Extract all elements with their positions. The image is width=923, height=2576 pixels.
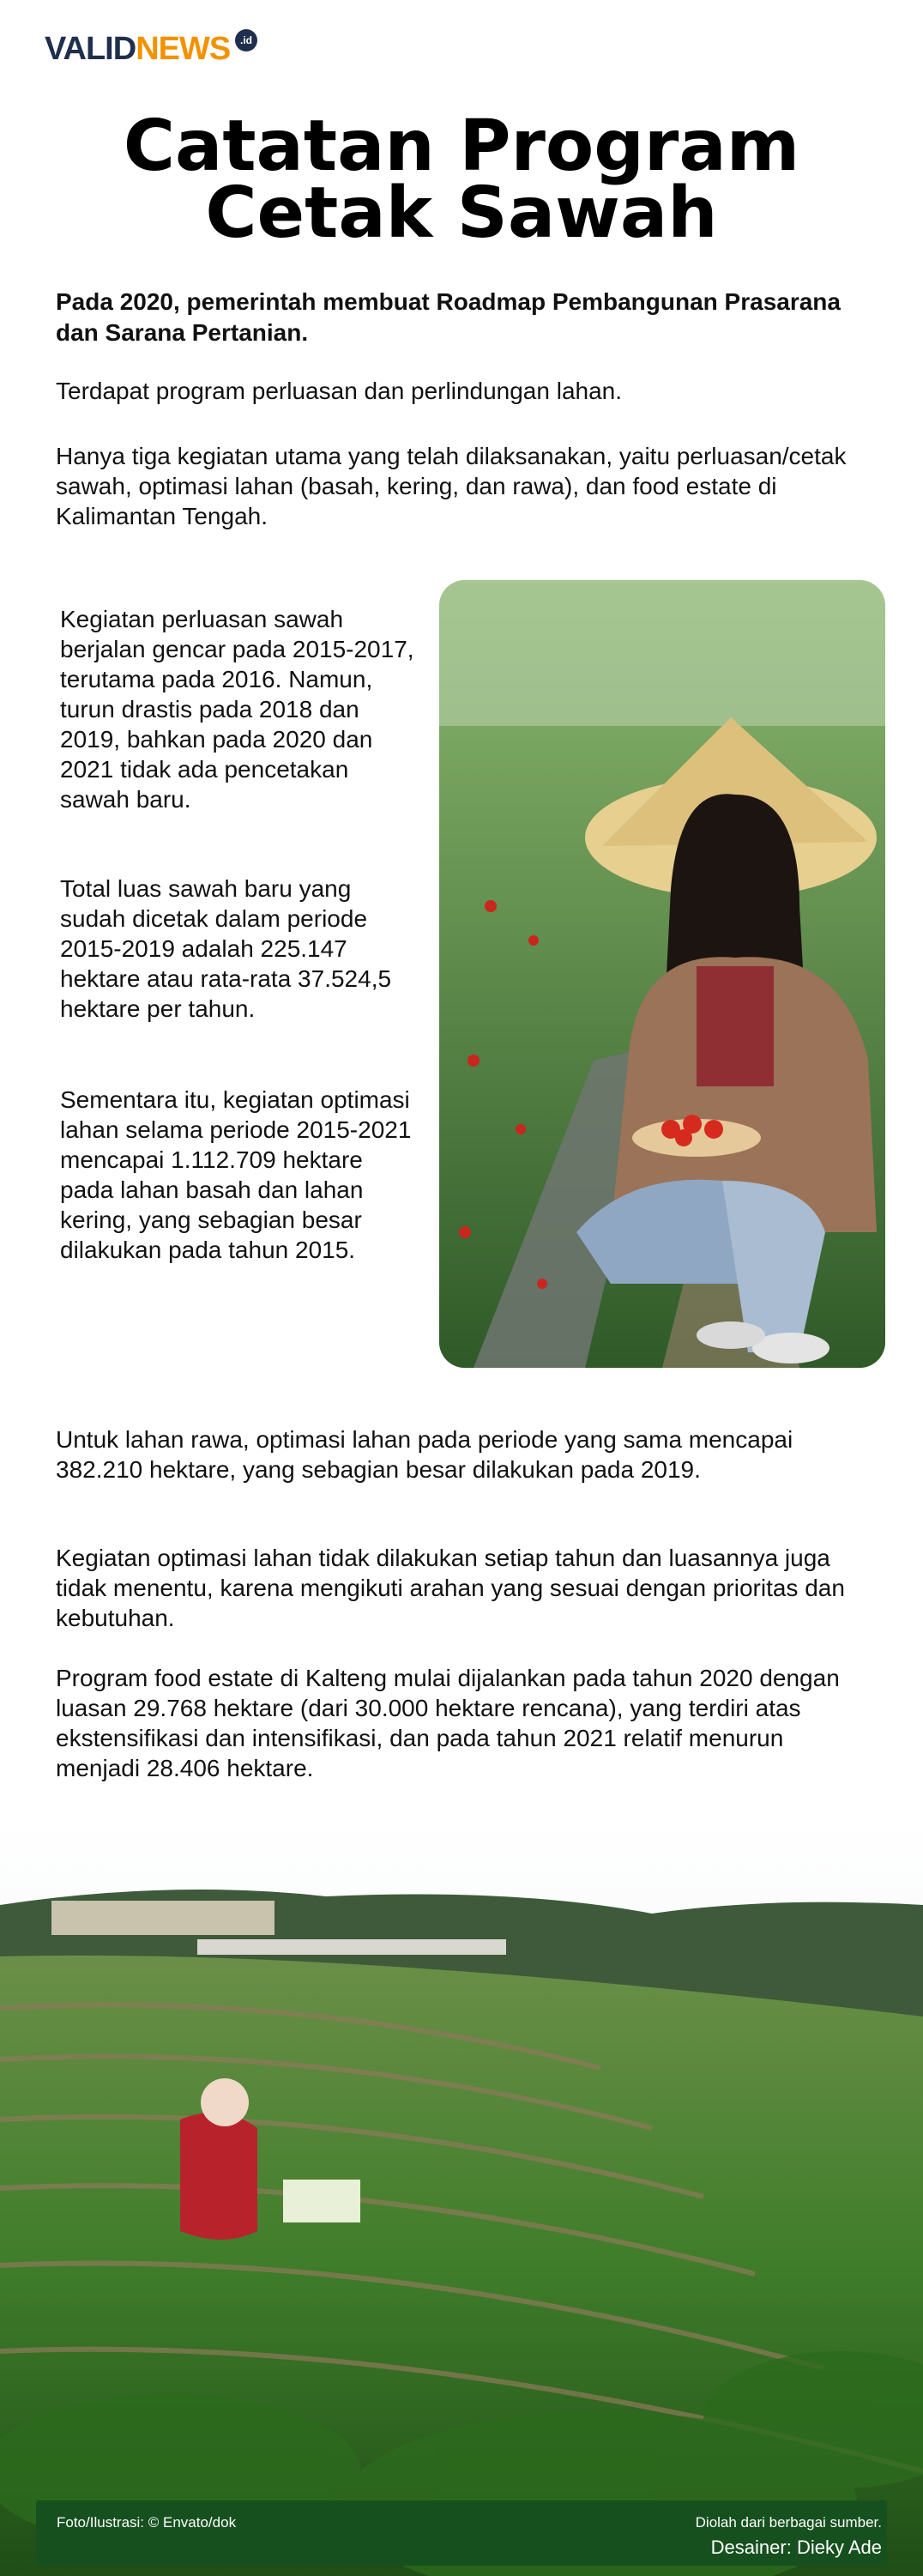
page-title bbox=[0, 106, 923, 254]
body-paragraph-1: Untuk lahan rawa, optimasi lahan pada periode yang sama mencapai 382.210 hektare, yang sebagian besar dilakukan pada 2019. bbox=[56, 1426, 793, 1483]
column-paragraph-1: Kegiatan perluasan sawah berjalan gencar pada 2015-2017, terutama pada 2016. Namun, turun drastis pada 2018 dan 2019, bahkan pada 2020 dan 2021 tidak ada pencetakan sawah baru. bbox=[60, 606, 414, 813]
strawberry-field-photo bbox=[0, 1819, 923, 2576]
photo-credit: Foto/Ilustrasi: © Envato/dok bbox=[57, 2514, 237, 2531]
column-paragraph-3: Sementara itu, kegiatan optimasi lahan selama periode 2015-2021 mencapai 1.112.709 hektare pada lahan basah dan lahan kering, yang sebagian besar dilakukan pada tahun 2015. bbox=[60, 1086, 412, 1263]
brand-logo-badge: .id bbox=[235, 29, 257, 51]
title-line-1: Catatan Program bbox=[123, 106, 800, 187]
brand-logo-valid: VALID bbox=[45, 31, 136, 67]
farmer-photo bbox=[439, 580, 885, 1368]
designer-credit: Desainer: Dieky Ade bbox=[710, 2537, 882, 2558]
brand-logo-news: NEWS bbox=[136, 31, 231, 67]
column-paragraph-2: Total luas sawah baru yang sudah dicetak dalam periode 2015-2019 adalah 225.147 hektare atau rata-rata 37.524,5 hektare per tahun. bbox=[60, 875, 392, 1022]
brand-logo bbox=[45, 31, 252, 67]
lead-paragraph: Pada 2020, pemerintah membuat Roadmap Pembangunan Prasarana dan Sarana Pertanian. bbox=[56, 288, 841, 346]
source-note: Diolah dari berbagai sumber. bbox=[695, 2514, 882, 2531]
title-line-2: Cetak Sawah bbox=[205, 172, 718, 254]
body-paragraph-3: Program food estate di Kalteng mulai dijalankan pada tahun 2020 dengan luasan 29.768 hektare (dari 30.000 hektare rencana), yang terdiri atas ekstensifikasi dan intensifikasi, dan pada tahun 2021 relatif menurun menjadi 28.406 hektare. bbox=[56, 1665, 840, 1781]
intro-paragraph-2: Hanya tiga kegiatan utama yang telah dilaksanakan, yaitu perluasan/cetak sawah, optimasi lahan (basah, kering, dan rawa), dan food estate di Kalimantan Tengah. bbox=[56, 443, 847, 529]
intro-paragraph-1: Terdapat program perluasan dan perlindungan lahan. bbox=[56, 378, 623, 404]
body-paragraph-2: Kegiatan optimasi lahan tidak dilakukan setiap tahun dan luasannya juga tidak menentu, karena mengikuti arahan yang sesuai dengan prioritas dan kebutuhan. bbox=[56, 1545, 845, 1631]
